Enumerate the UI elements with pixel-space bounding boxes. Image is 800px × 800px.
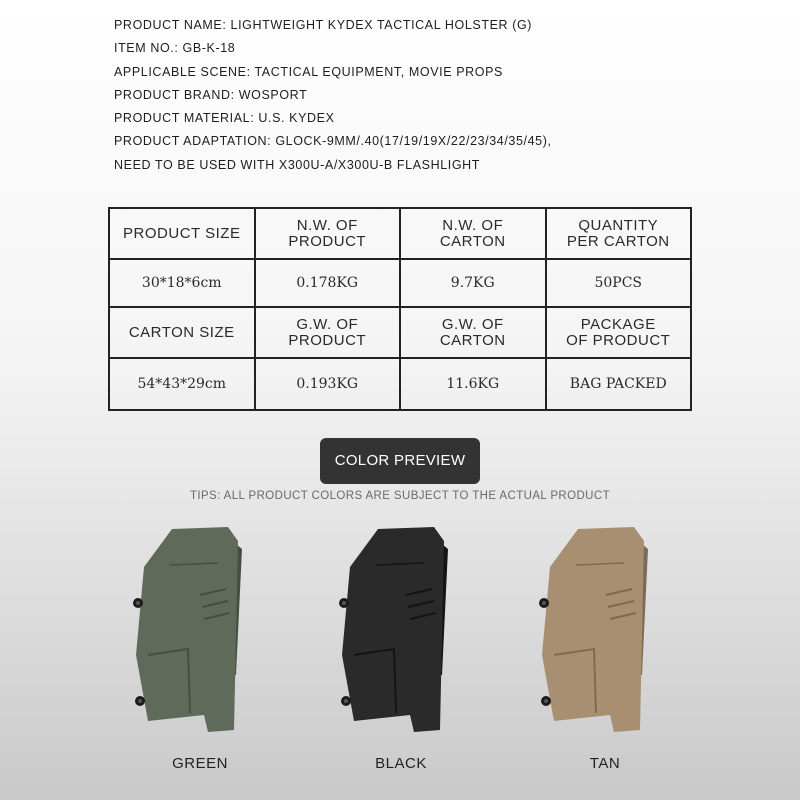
table-header-cell: G.W. OF CARTON (400, 307, 546, 358)
table-header-cell: PACKAGE OF PRODUCT (546, 307, 692, 358)
table-value-cell: 54*43*29cm (109, 358, 255, 410)
table-header-cell: N.W. OF CARTON (400, 208, 546, 259)
holster-black-image (336, 525, 476, 750)
table-value-cell: 11.6KG (400, 358, 546, 410)
spec-product-brand: PRODUCT BRAND: WOSPORT (114, 87, 308, 102)
color-label-tan: TAN (589, 755, 621, 772)
table-value-cell: 30*18*6cm (109, 259, 255, 307)
spec-flashlight-note: NEED TO BE USED WITH X300U-A/X300U-B FLASHLIGHT (114, 157, 481, 172)
color-tips-note: TIPS: ALL PRODUCT COLORS ARE SUBJECT TO THE ACTUAL PRODUCT (189, 490, 611, 502)
spec-product-material: PRODUCT MATERIAL: U.S. KYDEX (114, 111, 335, 126)
table-value-cell: 0.193KG (255, 358, 401, 410)
spec-applicable-scene: APPLICABLE SCENE: TACTICAL EQUIPMENT, MOVIE PROPS (114, 64, 503, 79)
color-label-green: GREEN (172, 755, 228, 772)
color-label-black: BLACK (375, 755, 427, 772)
table-value-cell: 50PCS (546, 259, 692, 307)
spec-product-adaptation: PRODUCT ADAPTATION: GLOCK-9MM/.40(17/19/19X/22/23/34/35/45), (114, 134, 552, 149)
table-row (109, 208, 691, 259)
table-value-cell: 0.178KG (255, 259, 401, 307)
holster-tan-image (536, 525, 676, 750)
color-preview-button[interactable]: COLOR PREVIEW (320, 438, 480, 484)
table-row (109, 358, 691, 410)
product-specs (114, 14, 552, 177)
spec-product-name: PRODUCT NAME: LIGHTWEIGHT KYDEX TACTICAL HOLSTER (G) (114, 18, 533, 32)
table-value-cell: 9.7KG (400, 259, 546, 307)
table-row (109, 307, 691, 358)
table-header-cell: PRODUCT SIZE (109, 208, 255, 259)
spec-table (108, 207, 692, 411)
table-header-cell: CARTON SIZE (109, 307, 255, 358)
table-header-cell: QUANTITY PER CARTON (546, 208, 692, 259)
table-value-cell: BAG PACKED (546, 358, 692, 410)
spec-item-no: ITEM NO.: GB-K-18 (114, 41, 236, 56)
table-header-cell: G.W. OF PRODUCT (255, 307, 401, 358)
table-row (109, 259, 691, 307)
table-header-cell: N.W. OF PRODUCT (255, 208, 401, 259)
holster-green-image (130, 525, 270, 750)
